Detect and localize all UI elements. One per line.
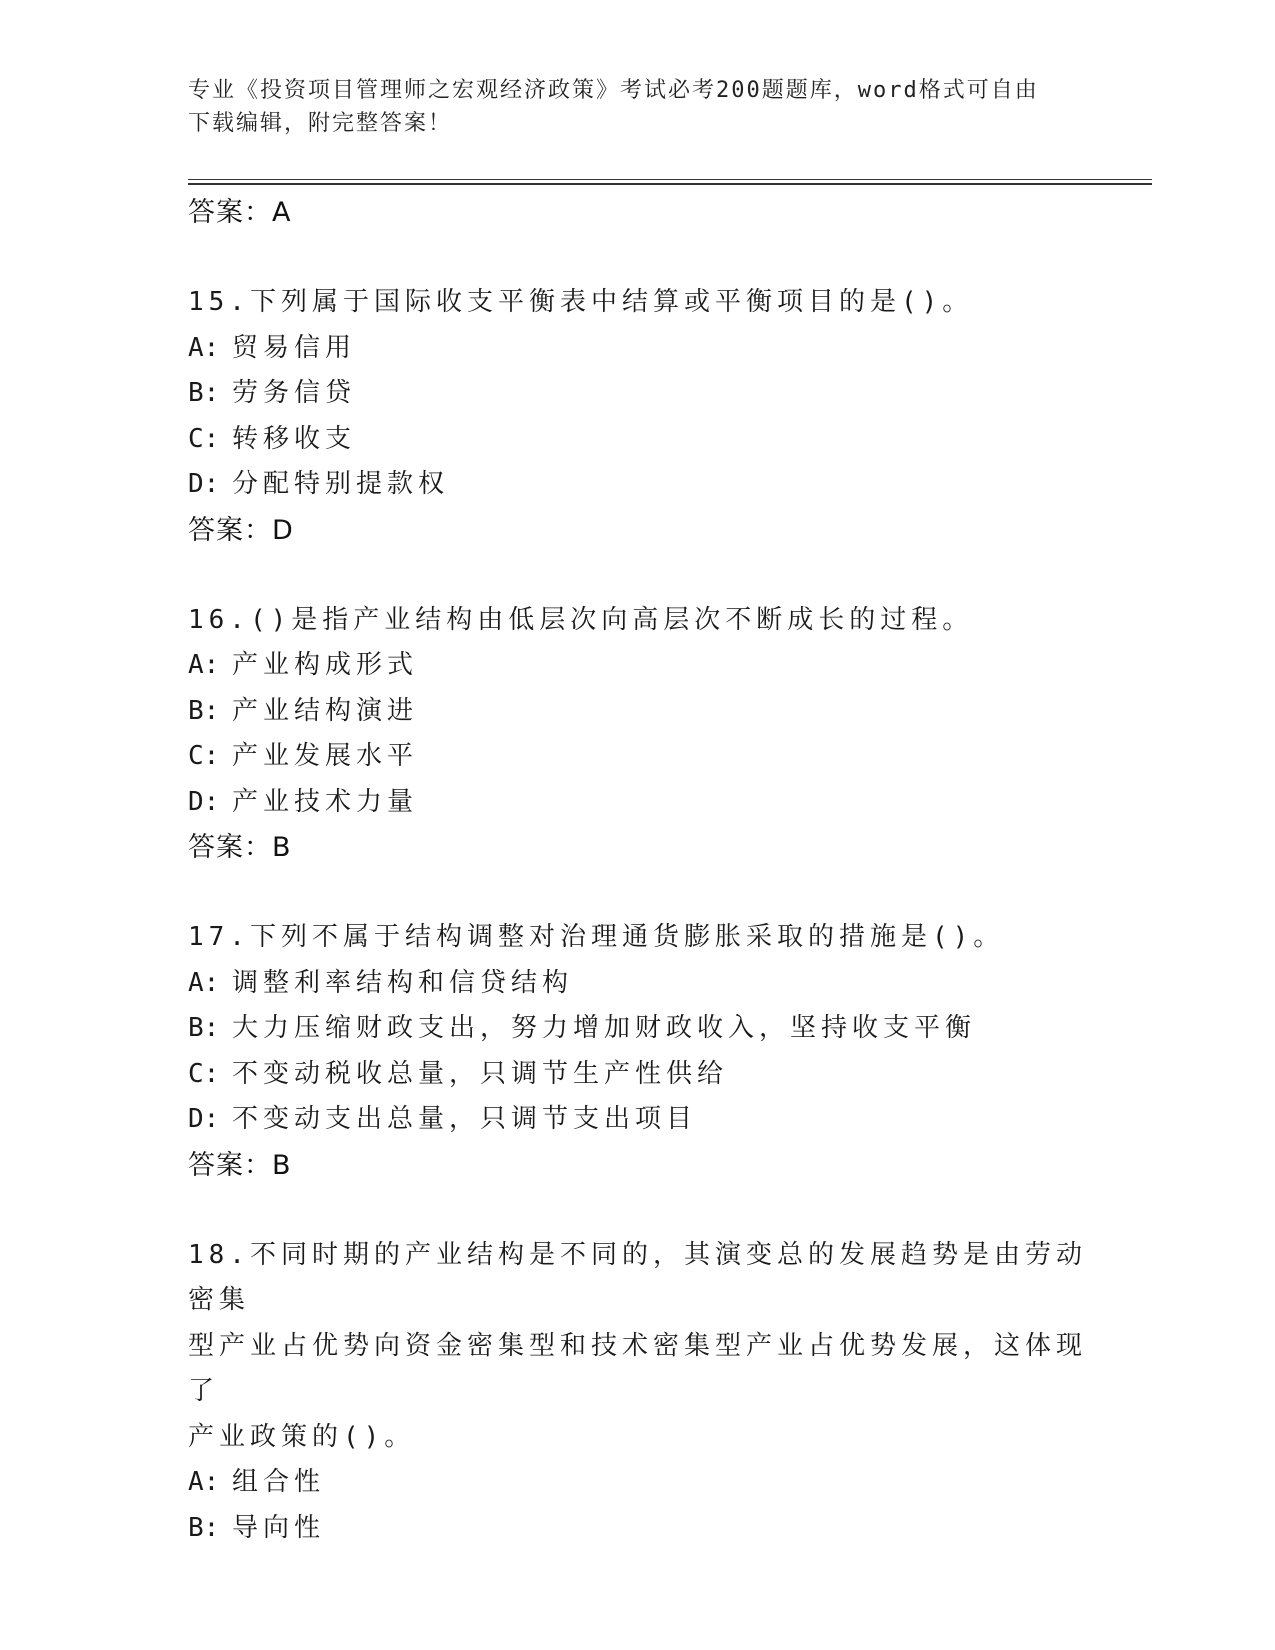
header-line-1: 专业《投资项目管理师之宏观经济政策》考试必考200题题库，word格式可自由 — [188, 78, 1039, 103]
option-a — [188, 326, 1088, 372]
option-b — [188, 689, 1088, 735]
option-text: 调整利率结构和信贷结构 — [232, 967, 574, 998]
option-text: 组合性 — [232, 1467, 326, 1497]
option-c — [188, 1052, 1088, 1098]
option-key: B: — [188, 695, 220, 726]
option-text: 分配特别提款权 — [232, 469, 450, 499]
option-a — [188, 1460, 1088, 1506]
option-key: D: — [188, 469, 220, 499]
option-text: 产业构成形式 — [232, 650, 419, 680]
question-text: 15.下列属于国际收支平衡表中结算或平衡项目的是()。 — [188, 287, 974, 317]
option-text: 不变动支出总量，只调节支出项目 — [232, 1104, 698, 1134]
question-15 — [188, 280, 1088, 554]
question-text-line-2: 型产业占优势向资金密集型和技术密集型产业占优势发展，这体现了 — [188, 1330, 1088, 1406]
option-key: A: — [188, 967, 220, 998]
option-key: C: — [188, 1058, 220, 1089]
option-text: 导向性 — [232, 1512, 326, 1543]
question-list — [188, 190, 1088, 1551]
option-key: C: — [188, 423, 220, 454]
answer: 答案：B — [188, 1149, 292, 1181]
answer: 答案：D — [188, 514, 294, 546]
option-text: 不变动税收总量，只调节生产性供给 — [232, 1058, 729, 1089]
question-17 — [188, 915, 1088, 1189]
question-16 — [188, 598, 1088, 872]
answer: 答案：B — [188, 832, 292, 863]
option-text: 产业结构演进 — [232, 695, 419, 726]
option-d — [188, 1097, 1088, 1143]
option-text: 产业发展水平 — [232, 741, 419, 771]
option-key: C: — [188, 741, 220, 771]
option-text: 大力压缩财政支出，努力增加财政收入，坚持收支平衡 — [232, 1013, 977, 1043]
header-divider-thick — [188, 183, 1152, 185]
option-key: A: — [188, 1467, 220, 1497]
option-key: D: — [188, 786, 220, 817]
option-b — [188, 1006, 1088, 1052]
option-key: B: — [188, 1013, 220, 1043]
option-text: 贸易信用 — [232, 332, 357, 363]
option-b — [188, 371, 1088, 417]
option-a — [188, 643, 1088, 689]
question-18 — [188, 1233, 1088, 1552]
option-key: A: — [188, 650, 220, 680]
document-header — [188, 74, 1088, 140]
option-text: 劳务信贷 — [232, 378, 357, 408]
question-text-line-1: 18.不同时期的产业结构是不同的，其演变总的发展趋势是由劳动密集 — [188, 1239, 1087, 1315]
option-a — [188, 961, 1088, 1007]
option-text: 产业技术力量 — [232, 786, 419, 817]
option-key: B: — [188, 1512, 220, 1543]
option-key: A: — [188, 332, 220, 363]
question-text: 17.下列不属于结构调整对治理通货膨胀采取的措施是()。 — [188, 922, 1005, 952]
option-b — [188, 1506, 1088, 1552]
option-key: B: — [188, 378, 220, 408]
option-d — [188, 780, 1088, 826]
question-text-line-3: 产业政策的()。 — [188, 1421, 416, 1452]
header-line-2: 下载编辑，附完整答案！ — [188, 111, 453, 136]
option-c — [188, 417, 1088, 463]
question-text: 16.()是指产业结构由低层次向高层次不断成长的过程。 — [188, 604, 974, 635]
header-divider-thin — [188, 179, 1152, 180]
option-c — [188, 734, 1088, 780]
option-d — [188, 462, 1088, 508]
option-text: 转移收支 — [232, 423, 357, 454]
answer-previous: 答案：A — [188, 197, 292, 228]
option-key: D: — [188, 1104, 220, 1134]
